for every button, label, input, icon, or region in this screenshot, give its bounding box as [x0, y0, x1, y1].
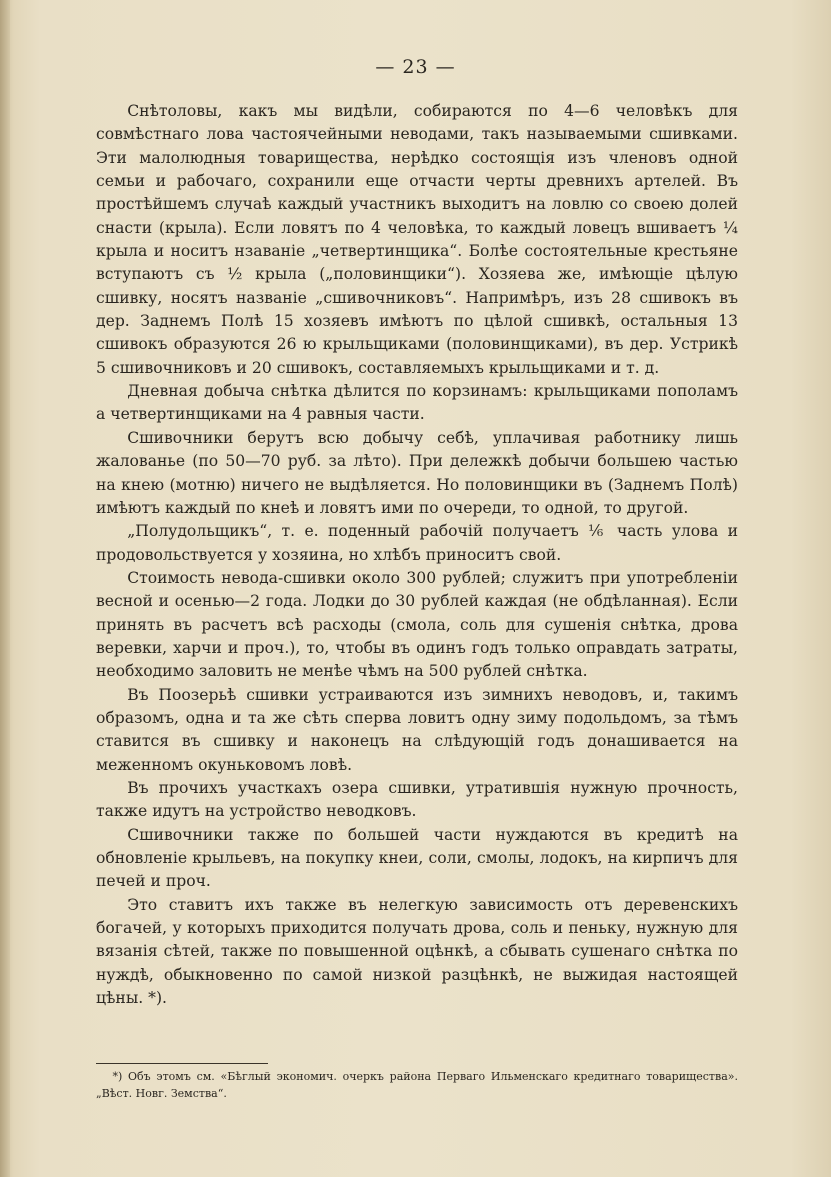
paragraph: Снѣтоловы, какъ мы видѣли, собираются по 4—6 человѣкъ для совмѣстнаго лова частоячейными неводами, такъ называемыми сшивками. Эти малолюдныя товарищества, нерѣдко состоящія изъ членовъ одной семьи и рабочаго, сохранили еще отчасти черты древнихъ артелей. Въ простѣйшемъ случаѣ каждый участникъ выходитъ на ловлю со своею долей снасти (крыла). Если ловятъ по 4 человѣка, то каждый ловецъ вшиваетъ ¼ крыла и носитъ нзаванiе „четвертинщика“. Болѣе состоятельные крестьяне вступаютъ съ ½ крыла („половинщики“). Хозяева же, имѣющiе цѣлую сшивку, носятъ названiе „сшивочниковъ“. Напримѣръ, изъ 28 сшивокъ въ дер. Заднемъ Полѣ 15 хозяевъ имѣютъ по цѣлой сшивкѣ, остальныя 13 сшивокъ образуются 26 ю крыльщиками (половинщиками), въ дер. Устрикѣ 5 сшивочниковъ и 20 сшивокъ, составляемыхъ крыльщиками и т. д. [96, 102, 738, 377]
paragraph: „Полудольщикъ“, т. е. поденный рабочiй получаетъ ⅙ часть улова и продовольствуется у хозяина, но хлѣбъ приноситъ свой. [96, 522, 738, 564]
body-text [96, 100, 738, 1010]
paragraph: Это ставитъ ихъ также въ нелегкую зависимость отъ деревенскихъ богачей, у которыхъ приходится получать дрова, соль и пеньку, нужную для вязанiя сѣтей, также по повышенной оцѣнкѣ, а сбывать сушенаго снѣтка по нуждѣ, обыкновенно по самой низкой разцѣнкѣ, не выжидая настоящей цѣны. *). [96, 895, 738, 1008]
paragraph: Въ прочихъ участкахъ озера сшивки, утратившiя нужную прочность, также идутъ на устройство неводковъ. [96, 778, 738, 821]
paragraph: Дневная добыча снѣтка дѣлится по корзинамъ: крыльщиками пополамъ а четвертинщиками на 4 равныя части. [96, 382, 738, 424]
paragraph: Стоимость невода-сшивки около 300 рублей; служитъ при употребленiи весной и осенью—2 года. Лодки до 30 рублей каждая (не обдѣланная). Если принять въ расчетъ всѣ расходы (смола, соль для сушенiя снѣтка, дрова веревки, харчи и проч.), то, чтобы въ одинъ годъ только оправдать затраты, необходимо заловить не менѣе чѣмъ на 500 рублей снѣтка. [96, 568, 738, 681]
paragraph: Въ Поозерьѣ сшивки устраиваются изъ зимнихъ неводовъ, и, такимъ образомъ, одна и та же сѣть сперва ловитъ одну зиму подольдомъ, за тѣмъ ставится въ сшивку и наконецъ на слѣдующiй годъ донашивается на меженномъ окуньковомъ ловѣ. [96, 685, 738, 774]
footnote-text: *) Объ этомъ см. «Бѣглый экономич. очеркъ района Перваго Ильменскаго кредитнаго товарищества». „Вѣст. Новг. Земства“. [96, 1070, 738, 1100]
footnote-divider [96, 1063, 268, 1064]
paragraph: Сшивочники берутъ всю добычу себѣ, уплачивая работнику лишь жалованье (по 50—70 руб. за лѣто). При дележкѣ добычи большею частью на кнею (мотню) ничего не выдѣляется. Но половинщики въ (Заднемъ Полѣ) имѣютъ каждый по кнеѣ и ловятъ ими по очереди, то одной, то другой. [96, 428, 738, 517]
page-number: — 23 — [375, 56, 456, 78]
paragraph: Сшивочники также по большей части нуждаются въ кредитѣ на обновленiе крыльевъ, на покупку кнеи, соли, смолы, лодокъ, на кирпичъ для печей и проч. [96, 825, 738, 891]
footnote [96, 1068, 738, 1102]
page-spine-shadow [0, 0, 10, 1177]
